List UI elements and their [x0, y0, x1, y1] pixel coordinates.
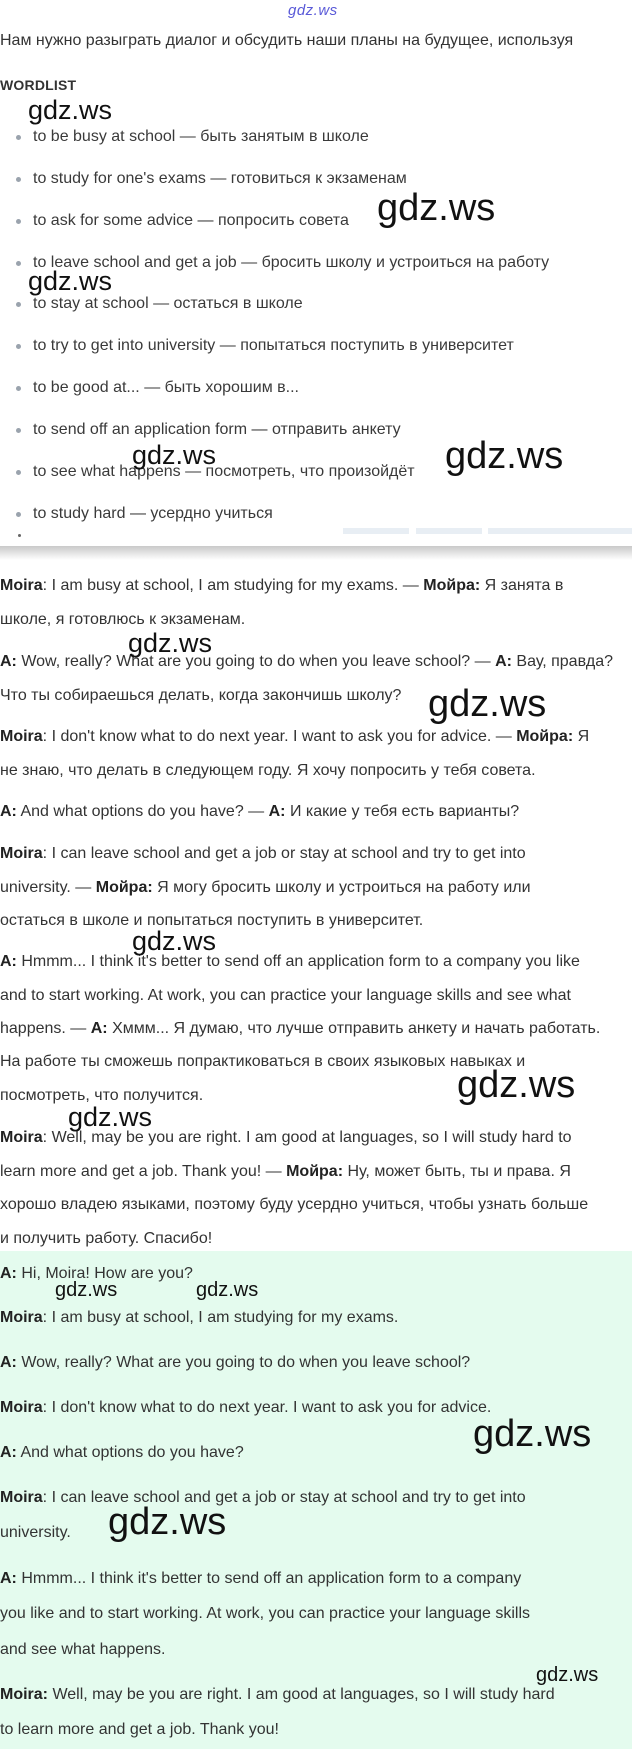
translation-line: A: And what options do you have? — A: И какие у тебя есть варианты? [0, 803, 520, 820]
divider [488, 528, 632, 534]
watermark: gdz.ws [132, 440, 217, 470]
translation-line: and to start working. At work, you can practice your language skills and see what [0, 987, 571, 1004]
translation-line: Moira: I don't know what to do next year. I want to ask you for advice. — Мойра: Я [0, 728, 590, 745]
translation-line: learn more and get a job. Thank you! — Мойра: Ну, может быть, ты и права. Я [0, 1163, 571, 1180]
translation-line: посмотреть, что получится. [0, 1087, 204, 1104]
wordlist-title: WORDLIST [0, 77, 77, 93]
translation-line: Moira: Well, may be you are right. I am good at languages, so I will study hard to [0, 1129, 572, 1146]
watermark: gdz.ws [132, 926, 217, 956]
dialog-line: to learn more and get a job. Thank you! [0, 1721, 279, 1738]
intro-text: Нам нужно разыграть диалог и обсудить наши планы на будущее, используя [0, 32, 574, 49]
watermark: gdz.ws [68, 1102, 153, 1132]
translation-line: не знаю, что делать в следующем году. Я хочу попросить у тебя совета. [0, 762, 536, 779]
translation-line: A: Wow, really? What are you going to do when you leave school? — A: Вау, правда? [0, 653, 614, 670]
watermark: gdz.ws [28, 95, 113, 125]
translation-line: Что ты собираешься делать, когда закончишь школу? [0, 687, 402, 704]
bullet-icon [16, 470, 21, 475]
dialog-line: A: And what options do you have? [0, 1444, 244, 1461]
bullet-icon [16, 261, 21, 266]
bullet-icon [16, 386, 21, 391]
translation-line: хорошо владею языками, поэтому буду усердно учиться, чтобы узнать больше [0, 1196, 589, 1213]
bullet-icon [16, 135, 21, 140]
watermark: gdz.ws [428, 683, 547, 725]
dialog-line: A: Hi, Moira! How are you? [0, 1265, 193, 1282]
watermark: gdz.ws [28, 266, 113, 296]
watermark: gdz.ws [196, 1279, 259, 1301]
wordlist-panel: to be busy at school — быть занятым в школе to study for one's exams — готовиться к экзаменам to ask for some advice — попросить совета to leave school and get a job — бросить школу и устроиться на работу to stay at school — остаться в школе to try to get into university — попытаться поступить в университет to be good at... — быть хорошим в... to send off an application form — отправить анкету to see what happens — посмотреть, что произойдёт to study hard — усердно учиться [0, 110, 632, 550]
watermark-top: gdz.ws [288, 2, 338, 19]
translation-line: Moira: I am busy at school, I am studying for my exams. — Мойра: Я занята в [0, 577, 564, 594]
translation-line: На работе ты сможешь попрактиковаться в своих языковых навыках и [0, 1053, 526, 1070]
dialog-line: university. [0, 1524, 71, 1541]
translation-line: university. — Мойра: Я могу бросить школу и устроиться на работу или [0, 879, 531, 896]
translation-line: остаться в школе и попытаться поступить в университет. [0, 912, 424, 929]
panel-shadow [0, 546, 632, 560]
bullet-icon [16, 219, 21, 224]
dialog-line: you like and to start working. At work, you can practice your language skills [0, 1605, 531, 1622]
translation-line: и получить работу. Спасибо! [0, 1230, 213, 1247]
dialog-line: Moira: Well, may be you are right. I am good at languages, so I will study hard [0, 1686, 555, 1703]
bullet-icon [18, 534, 21, 537]
dialog-line: Moira: I am busy at school, I am studying for my exams. [0, 1309, 399, 1326]
translation-line: happens. — A: Хммм... Я думаю, что лучше отправить анкету и начать работать. [0, 1020, 601, 1037]
dialog-line: and see what happens. [0, 1641, 166, 1658]
divider [416, 528, 482, 534]
dialog-line: A: Wow, really? What are you going to do when you leave school? [0, 1354, 471, 1371]
bullet-icon [16, 512, 21, 517]
watermark: gdz.ws [377, 187, 496, 229]
watermark: gdz.ws [55, 1279, 118, 1301]
watermark: gdz.ws [473, 1413, 592, 1455]
watermark: gdz.ws [536, 1664, 599, 1686]
translation-line: Moira: I can leave school and get a job or stay at school and try to get into [0, 845, 526, 862]
watermark: gdz.ws [128, 628, 213, 658]
translation-line: A: Hmmm... I think it's better to send off an application form to a company you like [0, 953, 580, 970]
bullet-icon [16, 428, 21, 433]
bullet-icon [16, 302, 21, 307]
divider [343, 528, 409, 534]
dialog-line: Moira: I don't know what to do next year. I want to ask you for advice. [0, 1399, 492, 1416]
watermark: gdz.ws [445, 435, 564, 477]
watermark: gdz.ws [457, 1064, 576, 1106]
dialog-line: Moira: I can leave school and get a job or stay at school and try to get into [0, 1489, 526, 1506]
bullet-icon [16, 344, 21, 349]
translation-line: школе, я готовлюсь к экзаменам. [0, 611, 246, 628]
bullet-icon [16, 177, 21, 182]
watermark: gdz.ws [108, 1501, 227, 1543]
dialog-line: A: Hmmm... I think it's better to send off an application form to a company [0, 1570, 522, 1587]
